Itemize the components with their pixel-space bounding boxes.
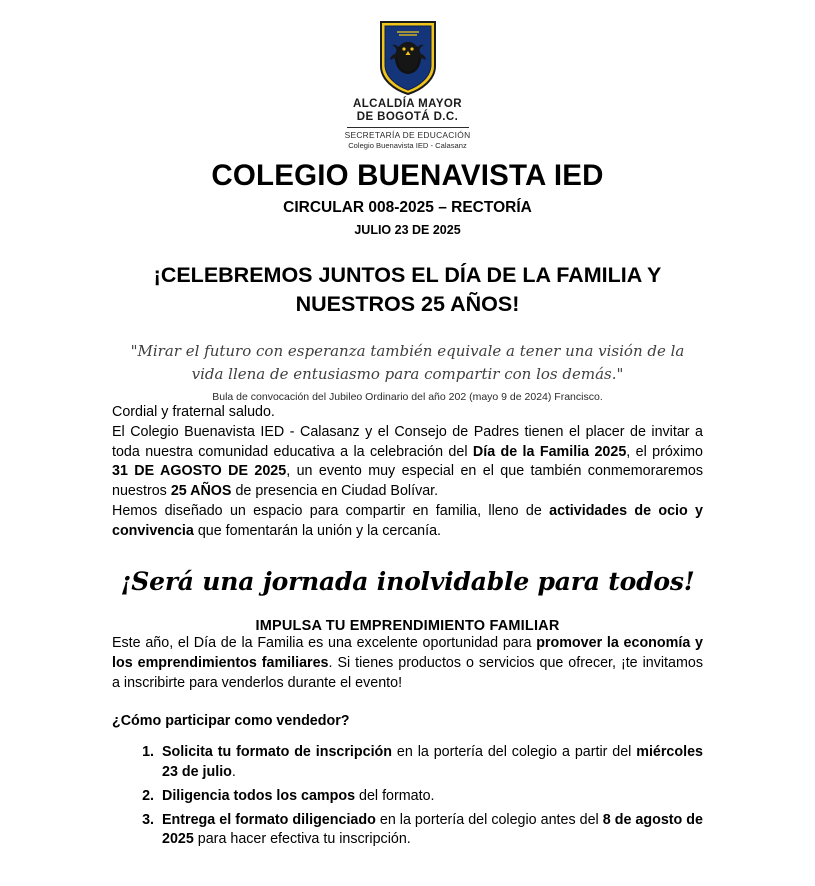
espacio-bold-actividades: actividades de ocio y convivencia <box>112 502 703 539</box>
step-3-bold-1: Entrega el formato diligenciado <box>162 811 376 828</box>
institution-logo <box>112 18 703 150</box>
step-1-bold-1: Solicita tu formato de inscripción <box>162 744 393 761</box>
list-item <box>158 743 703 782</box>
invite-text-1: El Colegio Buenavista IED - Calasanz y el Consejo de Padres tienen el placer de invitar a toda nuestra comunidad educativa a la celebración del <box>112 423 703 460</box>
espacio-text-1: Hemos diseñado un espacio para compartir en familia, lleno de <box>112 502 550 519</box>
invite-text-3: , un evento muy especial en el que también conmemoraremos nuestros <box>112 463 704 500</box>
section-subheading: IMPULSA TU EMPRENDIMIENTO FAMILIAR <box>255 618 560 635</box>
invite-bold-anios: 25 AÑOS <box>170 483 232 500</box>
quote-source: Bula de convocación del Jubileo Ordinario del año 202 (mayo 9 de 2024) Francisco. <box>212 391 603 404</box>
logo-colegio-text: Colegio Buenavista IED - Calasanz <box>348 141 467 151</box>
list-item <box>158 787 703 807</box>
circular-subtitle: CIRCULAR 008-2025 – RECTORÍA <box>283 199 532 217</box>
bogota-coat-of-arms-icon <box>377 18 439 96</box>
logo-divider <box>347 127 469 128</box>
invite-bold-fecha: 31 DE AGOSTO DE 2025 <box>112 463 287 480</box>
circular-date: JULIO 23 DE 2025 <box>354 223 461 238</box>
page-title: COLEGIO BUENAVISTA IED <box>211 159 604 193</box>
step-1-text-2: . <box>231 764 236 781</box>
step-3-bold-2: 8 de agosto de 2025 <box>162 811 703 848</box>
paragraph-greeting: Cordial y fraternal saludo. <box>112 404 275 421</box>
steps-list <box>112 743 703 850</box>
invite-text-4: de presencia en Ciudad Bolívar. <box>231 483 439 500</box>
paragraph-espacio <box>112 502 703 541</box>
step-3-text-1: en la portería del colegio antes del <box>375 811 603 828</box>
invite-text-2: , el próximo <box>626 443 703 460</box>
step-3-text-2: para hacer efectiva tu inscripción. <box>193 831 411 848</box>
emprend-bold-economia: promover la economía y los emprendimientos familiares <box>112 635 703 671</box>
step-1-bold-2: miércoles 23 de julio <box>162 744 703 781</box>
question-heading: ¿Cómo participar como vendedor? <box>112 713 350 730</box>
espacio-text-2: que fomentarán la unión y la cercanía. <box>193 522 442 539</box>
logo-secretaria-text: SECRETARÍA DE EDUCACIÓN <box>344 130 471 141</box>
paragraph-invitation <box>112 423 703 502</box>
main-heading: ¡CELEBREMOS JUNTOS EL DÍA DE LA FAMILIA Y NUESTROS 25 AÑOS! <box>153 263 662 316</box>
invite-bold-dia-familia: Día de la Familia 2025 <box>472 443 627 460</box>
script-highlight: ¡Será una jornada inolvidable para todos! <box>120 567 695 597</box>
logo-alcaldia-text: ALCALDÍA MAYOR DE BOGOTÁ D.C. <box>353 98 462 124</box>
paragraph-emprendimiento <box>112 634 703 693</box>
list-item <box>158 811 703 850</box>
emprend-text-1: Este año, el Día de la Familia es una excelente oportunidad para <box>112 635 537 652</box>
emprend-text-2: . Si tienes productos o servicios que ofrecer, ¡te invitamos a inscribirte para venderlos durante el evento! <box>112 654 703 691</box>
quote-text: "Mirar el futuro con esperanza también equivale a tener una visión de la vida llena de entusiasmo para compartir con los demás." <box>130 342 685 383</box>
step-1-text-1: en la portería del colegio a partir del <box>392 744 637 761</box>
step-2-text-1: del formato. <box>355 787 435 804</box>
step-2-bold-1: Diligencia todos los campos <box>162 787 356 804</box>
